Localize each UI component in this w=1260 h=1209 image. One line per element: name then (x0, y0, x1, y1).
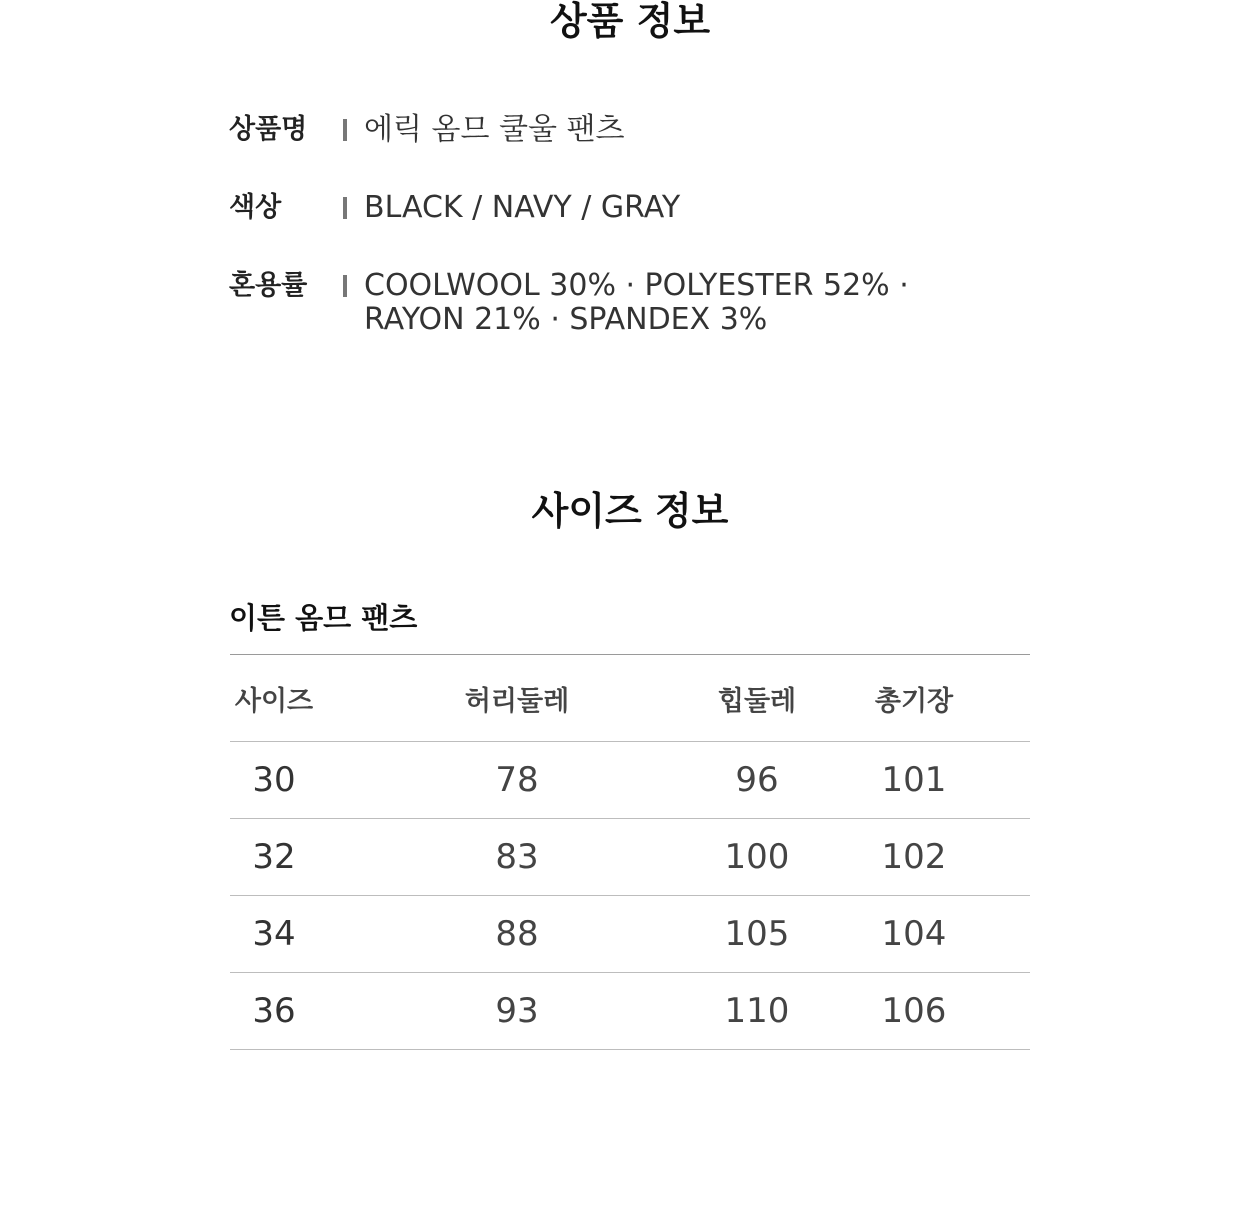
size-table (230, 654, 1030, 1050)
info-value: 에릭 옴므 쿨울 팬츠 (364, 112, 625, 147)
length-cell: 106 (798, 973, 1030, 1050)
info-label: 색상 (229, 192, 282, 223)
waist-cell: 78 (318, 742, 716, 819)
length-cell: 101 (798, 742, 1030, 819)
waist-cell: 93 (318, 973, 716, 1050)
size-table-caption: 이튼 옴므 팬츠 (229, 601, 418, 635)
length-cell: 102 (798, 819, 1030, 896)
size-cell: 32 (230, 819, 318, 896)
header-length: 총기장 (798, 655, 1030, 742)
size-cell: 30 (230, 742, 318, 819)
table-row (230, 819, 1030, 896)
info-value: BLACK / NAVY / GRAY (364, 190, 681, 225)
product-info-title: 상품 정보 (549, 0, 711, 43)
hip-cell: 96 (716, 742, 798, 819)
waist-cell: 88 (318, 896, 716, 973)
size-table-header-row (230, 655, 1030, 742)
size-cell: 36 (230, 973, 318, 1050)
hip-cell: 110 (716, 973, 798, 1050)
header-size: 사이즈 (230, 655, 318, 742)
header-waist: 허리둘레 (318, 655, 716, 742)
info-label: 혼용률 (229, 270, 308, 301)
size-info-title: 사이즈 정보 (531, 489, 729, 533)
header-hip: 힙둘레 (716, 655, 798, 742)
table-row (230, 973, 1030, 1050)
hip-cell: 100 (716, 819, 798, 896)
table-row (230, 896, 1030, 973)
separator-bar (343, 197, 347, 219)
info-value: COOLWOOL 30% · POLYESTER 52% · RAYON 21% · SPANDEX 3% (364, 268, 909, 337)
separator-bar (343, 119, 347, 141)
length-cell: 104 (798, 896, 1030, 973)
hip-cell: 105 (716, 896, 798, 973)
separator-bar (343, 275, 347, 297)
info-label: 상품명 (229, 114, 308, 145)
waist-cell: 83 (318, 819, 716, 896)
size-cell: 34 (230, 896, 318, 973)
table-row (230, 742, 1030, 819)
